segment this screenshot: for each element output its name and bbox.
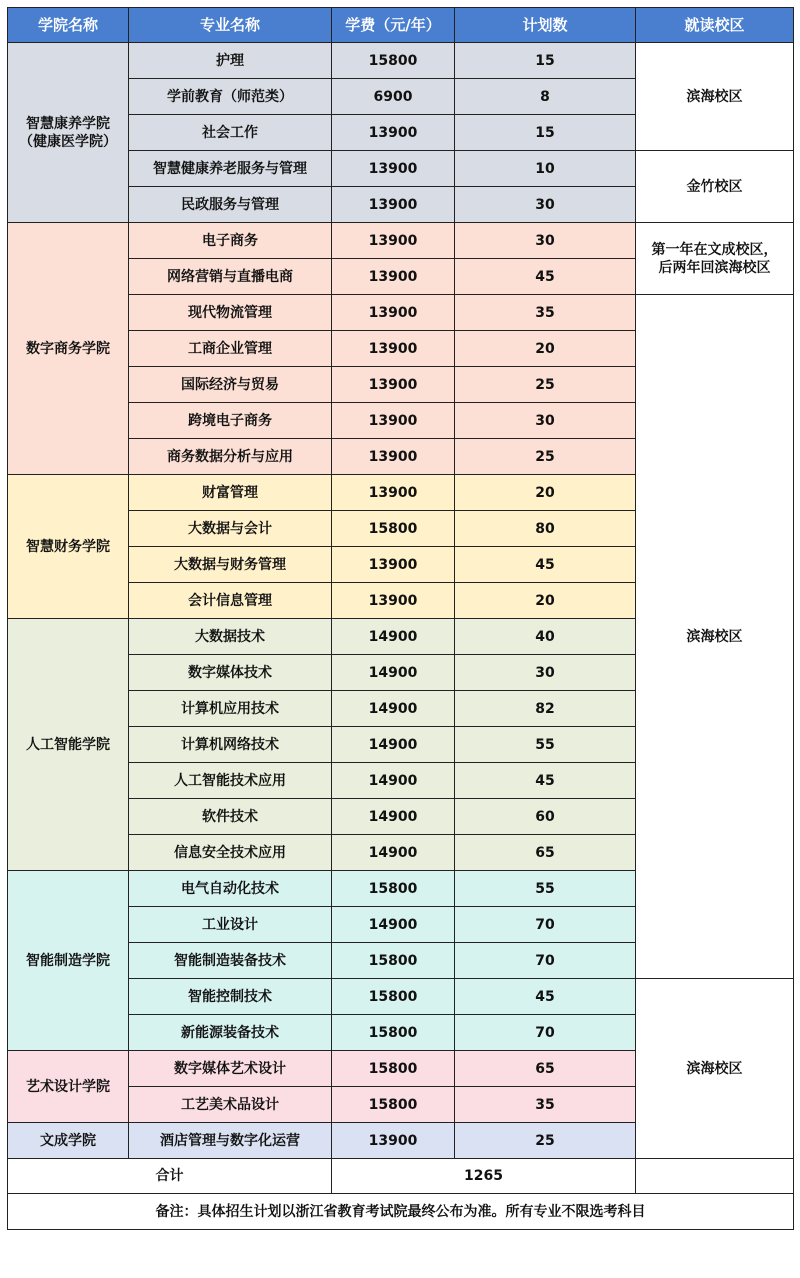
plan-cell: 25 — [455, 1123, 636, 1159]
plan-cell: 15 — [455, 115, 636, 151]
plan-cell: 30 — [455, 187, 636, 223]
fee-cell: 13900 — [332, 403, 455, 439]
major-cell: 工艺美术品设计 — [129, 1087, 332, 1123]
plan-cell: 55 — [455, 871, 636, 907]
fee-cell: 13900 — [332, 583, 455, 619]
college-name — [8, 43, 129, 223]
major-cell: 护理 — [129, 43, 332, 79]
plan-cell: 60 — [455, 799, 636, 835]
campus-cell — [636, 295, 794, 979]
note-text: 备注：具体招生计划以浙江省教育考试院最终公布为准。所有专业不限选考科目 — [8, 1194, 794, 1230]
text-line: 滨海校区 — [686, 1060, 743, 1077]
plan-cell: 80 — [455, 511, 636, 547]
major-cell: 智能控制技术 — [129, 979, 332, 1015]
fee-cell: 13900 — [332, 295, 455, 331]
major-cell: 社会工作 — [129, 115, 332, 151]
campus-cell — [636, 151, 794, 223]
fee-cell: 6900 — [332, 79, 455, 115]
plan-cell: 70 — [455, 943, 636, 979]
text-line: 金竹校区 — [686, 178, 743, 195]
text-line: 第一年在文成校区， — [651, 241, 778, 258]
college-name — [8, 1123, 129, 1159]
plan-cell: 25 — [455, 439, 636, 475]
total-row — [8, 1159, 794, 1194]
plan-cell: 35 — [455, 295, 636, 331]
major-cell: 酒店管理与数字化运营 — [129, 1123, 332, 1159]
header-fee: 学费（元/年） — [332, 8, 455, 43]
note-row — [8, 1194, 794, 1230]
fee-cell: 14900 — [332, 763, 455, 799]
plan-cell: 45 — [455, 259, 636, 295]
major-cell: 大数据与财务管理 — [129, 547, 332, 583]
major-cell: 电子商务 — [129, 223, 332, 259]
fee-cell: 14900 — [332, 619, 455, 655]
text-line: 智慧财务学院 — [26, 538, 110, 555]
plan-cell: 40 — [455, 619, 636, 655]
college-name — [8, 1051, 129, 1123]
plan-cell: 20 — [455, 475, 636, 511]
college-name — [8, 619, 129, 871]
major-cell: 信息安全技术应用 — [129, 835, 332, 871]
fee-cell: 14900 — [332, 907, 455, 943]
plan-cell: 8 — [455, 79, 636, 115]
major-cell: 跨境电子商务 — [129, 403, 332, 439]
text-line: （健康医学院） — [19, 133, 117, 150]
plan-cell: 70 — [455, 907, 636, 943]
college-name — [8, 475, 129, 619]
fee-cell: 15800 — [332, 979, 455, 1015]
major-cell: 工商企业管理 — [129, 331, 332, 367]
college-name — [8, 223, 129, 475]
fee-cell: 14900 — [332, 655, 455, 691]
major-cell: 商务数据分析与应用 — [129, 439, 332, 475]
header-plan: 计划数 — [455, 8, 636, 43]
total-label: 合计 — [8, 1159, 332, 1194]
fee-cell: 13900 — [332, 1123, 455, 1159]
campus-cell — [636, 223, 794, 295]
fee-cell: 14900 — [332, 727, 455, 763]
major-cell: 财富管理 — [129, 475, 332, 511]
plan-cell: 20 — [455, 583, 636, 619]
major-cell: 新能源装备技术 — [129, 1015, 332, 1051]
major-cell: 智能制造装备技术 — [129, 943, 332, 979]
total-campus-empty — [636, 1159, 794, 1194]
major-cell: 现代物流管理 — [129, 295, 332, 331]
fee-cell: 15800 — [332, 511, 455, 547]
plan-cell: 65 — [455, 835, 636, 871]
fee-cell: 13900 — [332, 223, 455, 259]
major-cell: 网络营销与直播电商 — [129, 259, 332, 295]
fee-cell: 14900 — [332, 799, 455, 835]
plan-cell: 35 — [455, 1087, 636, 1123]
plan-cell: 15 — [455, 43, 636, 79]
plan-cell: 45 — [455, 547, 636, 583]
fee-cell: 14900 — [332, 691, 455, 727]
major-cell: 软件技术 — [129, 799, 332, 835]
fee-cell: 13900 — [332, 475, 455, 511]
plan-cell: 82 — [455, 691, 636, 727]
campus-cell — [636, 979, 794, 1159]
header-row — [8, 8, 794, 43]
table-row — [8, 43, 794, 79]
plan-cell: 30 — [455, 403, 636, 439]
text-line: 滨海校区 — [686, 628, 743, 645]
major-cell: 民政服务与管理 — [129, 187, 332, 223]
plan-cell: 70 — [455, 1015, 636, 1051]
fee-cell: 13900 — [332, 367, 455, 403]
text-line: 后两年回滨海校区 — [658, 259, 771, 276]
major-cell: 数字媒体艺术设计 — [129, 1051, 332, 1087]
enrollment-plan-table — [7, 7, 794, 1230]
fee-cell: 13900 — [332, 115, 455, 151]
plan-cell: 10 — [455, 151, 636, 187]
fee-cell: 15800 — [332, 943, 455, 979]
fee-cell: 13900 — [332, 331, 455, 367]
text-line: 智慧康养学院 — [26, 115, 110, 132]
fee-cell: 15800 — [332, 871, 455, 907]
plan-cell: 30 — [455, 223, 636, 259]
major-cell: 数字媒体技术 — [129, 655, 332, 691]
fee-cell: 14900 — [332, 835, 455, 871]
major-cell: 工业设计 — [129, 907, 332, 943]
fee-cell: 13900 — [332, 151, 455, 187]
major-cell: 大数据与会计 — [129, 511, 332, 547]
major-cell: 学前教育（师范类） — [129, 79, 332, 115]
fee-cell: 13900 — [332, 187, 455, 223]
header-major: 专业名称 — [129, 8, 332, 43]
plan-cell: 25 — [455, 367, 636, 403]
plan-cell: 20 — [455, 331, 636, 367]
text-line: 滨海校区 — [686, 88, 743, 105]
fee-cell: 13900 — [332, 259, 455, 295]
major-cell: 会计信息管理 — [129, 583, 332, 619]
text-line: 数字商务学院 — [26, 340, 110, 357]
plan-cell: 55 — [455, 727, 636, 763]
fee-cell: 15800 — [332, 43, 455, 79]
fee-cell: 13900 — [332, 547, 455, 583]
text-line: 智能制造学院 — [26, 952, 110, 969]
text-line: 艺术设计学院 — [26, 1078, 110, 1095]
text-line: 文成学院 — [40, 1132, 96, 1149]
fee-cell: 15800 — [332, 1087, 455, 1123]
table-row — [8, 223, 794, 259]
major-cell: 人工智能技术应用 — [129, 763, 332, 799]
text-line: 人工智能学院 — [26, 736, 110, 753]
major-cell: 智慧健康养老服务与管理 — [129, 151, 332, 187]
major-cell: 计算机网络技术 — [129, 727, 332, 763]
header-college: 学院名称 — [8, 8, 129, 43]
fee-cell: 15800 — [332, 1051, 455, 1087]
fee-cell: 13900 — [332, 439, 455, 475]
major-cell: 计算机应用技术 — [129, 691, 332, 727]
plan-cell: 65 — [455, 1051, 636, 1087]
major-cell: 大数据技术 — [129, 619, 332, 655]
plan-cell: 45 — [455, 979, 636, 1015]
major-cell: 电气自动化技术 — [129, 871, 332, 907]
table-body — [8, 43, 794, 1159]
campus-cell — [636, 43, 794, 151]
major-cell: 国际经济与贸易 — [129, 367, 332, 403]
college-name — [8, 871, 129, 1051]
plan-cell: 45 — [455, 763, 636, 799]
plan-cell: 30 — [455, 655, 636, 691]
header-campus: 就读校区 — [636, 8, 794, 43]
fee-cell: 15800 — [332, 1015, 455, 1051]
total-value: 1265 — [332, 1159, 636, 1194]
